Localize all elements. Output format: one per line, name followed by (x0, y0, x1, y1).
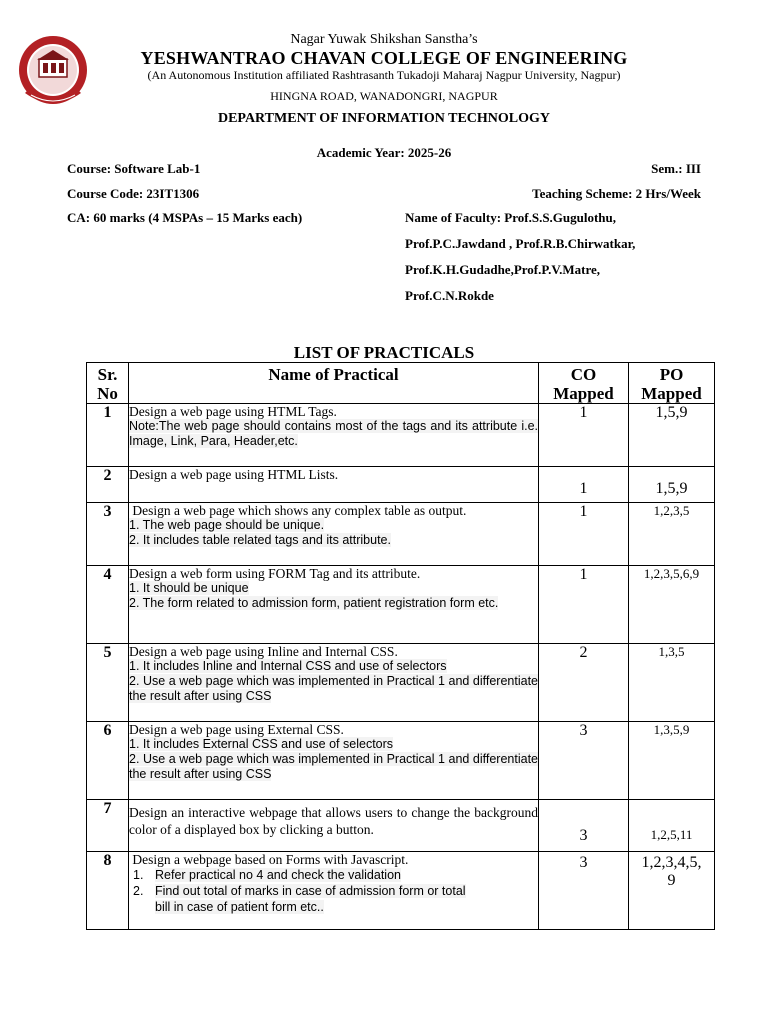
co-mapped: 1 (539, 467, 629, 503)
practical-point-continuation: bill in case of patient form etc.. (155, 900, 324, 914)
course-name: Course: Software Lab-1 (67, 161, 201, 176)
sr-no: 8 (87, 852, 129, 930)
department-name: DEPARTMENT OF INFORMATION TECHNOLOGY (217, 111, 551, 126)
faculty-line: Name of Faculty: Prof.S.S.Gugulothu, (405, 210, 617, 225)
practical-description (129, 467, 539, 503)
co-mapped: 3 (539, 852, 629, 930)
practicals-title: LIST OF PRACTICALS (293, 343, 475, 362)
table-row (87, 467, 715, 503)
po-mapped: 1,3,5,9 (629, 722, 715, 800)
po-mapped-header: PO Mapped (629, 363, 715, 404)
table-row (87, 503, 715, 566)
table-row (87, 800, 715, 852)
practical-description (129, 566, 539, 644)
co-mapped: 1 (539, 404, 629, 467)
practical-point: 2. Use a web page which was implemented in Practical 1 and differentiate the result after using CSS (129, 752, 538, 781)
co-mapped: 1 (539, 503, 629, 566)
practical-note: Note:The web page should contains most of the tags and its attribute i.e. Image, Link, Para, Header,etc. (129, 419, 538, 448)
sr-no: 4 (87, 566, 129, 644)
sr-no: 2 (87, 467, 129, 503)
sr-no: 5 (87, 644, 129, 722)
po-mapped: 1,2,3,5 (629, 503, 715, 566)
po-mapped: 1,2,3,5,6,9 (629, 566, 715, 644)
sr-no: 7 (87, 800, 129, 852)
practical-description (129, 644, 539, 722)
practical-title: Design a web form using FORM Tag and its attribute. (129, 566, 421, 581)
practical-point: 1. It includes Inline and Internal CSS and use of selectors (129, 659, 447, 673)
practical-title: Design an interactive webpage that allows users to change the background color of a displayed box by clicking a button. (129, 805, 538, 837)
faculty-list (405, 205, 735, 309)
sr-no: 6 (87, 722, 129, 800)
academic-year: Academic Year: 2025-26 (316, 145, 452, 160)
practicals-table (86, 362, 715, 930)
practical-title: Design a web page using External CSS. (129, 722, 344, 737)
practical-description (129, 800, 539, 852)
practical-point: 2. Use a web page which was implemented in Practical 1 and differentiate the result after using CSS (129, 674, 538, 703)
practical-point: 2. The form related to admission form, patient registration form etc. (129, 596, 499, 610)
sr-no: 3 (87, 503, 129, 566)
practical-point: 1. It should be unique (129, 581, 249, 595)
practical-point: 1. It includes External CSS and use of selectors (129, 737, 394, 751)
table-row (87, 404, 715, 467)
po-mapped: 1,2,5,11 (629, 800, 715, 852)
continuous-assessment: CA: 60 marks (4 MSPAs – 15 Marks each) (67, 210, 303, 225)
co-mapped: 3 (539, 722, 629, 800)
table-row (87, 722, 715, 800)
college-address: HINGNA ROAD, WANADONGRI, NAGPUR (270, 89, 498, 103)
sr-no-header: Sr. No (87, 363, 129, 404)
po-mapped: 1,5,9 (629, 467, 715, 503)
society-name: Nagar Yuwak Shikshan Sanstha’s (290, 32, 478, 47)
practical-point: 1. The web page should be unique. (129, 518, 325, 532)
practical-point: 1. Refer practical no 4 and check the validation (133, 868, 401, 882)
semester: Sem.: III (651, 161, 701, 176)
practical-description (129, 503, 539, 566)
sr-no: 1 (87, 404, 129, 467)
faculty-line: Prof.K.H.Gudadhe,Prof.P.V.Matre, (405, 262, 600, 277)
college-seal-logo (15, 33, 91, 109)
faculty-line: Prof.C.N.Rokde (405, 288, 494, 303)
table-row (87, 644, 715, 722)
college-name: YESHWANTRAO CHAVAN COLLEGE OF ENGINEERING (140, 48, 628, 68)
po-mapped: 1,2,3,4,5, 9 (629, 852, 715, 930)
co-mapped: 3 (539, 800, 629, 852)
practical-title: Design a web page which shows any complex table as output. (129, 503, 467, 518)
practical-description (129, 404, 539, 467)
practical-point: 2. Find out total of marks in case of admission form or total (133, 884, 466, 898)
faculty-line: Prof.P.C.Jawdand , Prof.R.B.Chirwatkar, (405, 236, 636, 251)
practical-name-header: Name of Practical (129, 363, 539, 404)
table-header-row (87, 363, 715, 404)
table-row (87, 566, 715, 644)
practical-point: 2. It includes table related tags and its attribute. (129, 533, 391, 547)
co-mapped: 1 (539, 566, 629, 644)
practical-title: Design a webpage based on Forms with Javascript. (129, 852, 409, 867)
practical-description (129, 722, 539, 800)
affiliation-line: (An Autonomous Institution affiliated Rashtrasanth Tukadoji Maharaj Nagpur University, Nagpur) (147, 68, 621, 82)
teaching-scheme: Teaching Scheme: 2 Hrs/Week (532, 186, 701, 201)
po-mapped: 1,3,5 (629, 644, 715, 722)
practical-title: Design a web page using HTML Tags. (129, 404, 337, 419)
course-code: Course Code: 23IT1306 (67, 186, 200, 201)
co-mapped: 2 (539, 644, 629, 722)
practical-title: Design a web page using Inline and Internal CSS. (129, 644, 398, 659)
table-row (87, 852, 715, 930)
po-mapped: 1,5,9 (629, 404, 715, 467)
co-mapped-header: CO Mapped (539, 363, 629, 404)
practical-title: Design a web page using HTML Lists. (129, 467, 339, 482)
practical-description (129, 852, 539, 930)
